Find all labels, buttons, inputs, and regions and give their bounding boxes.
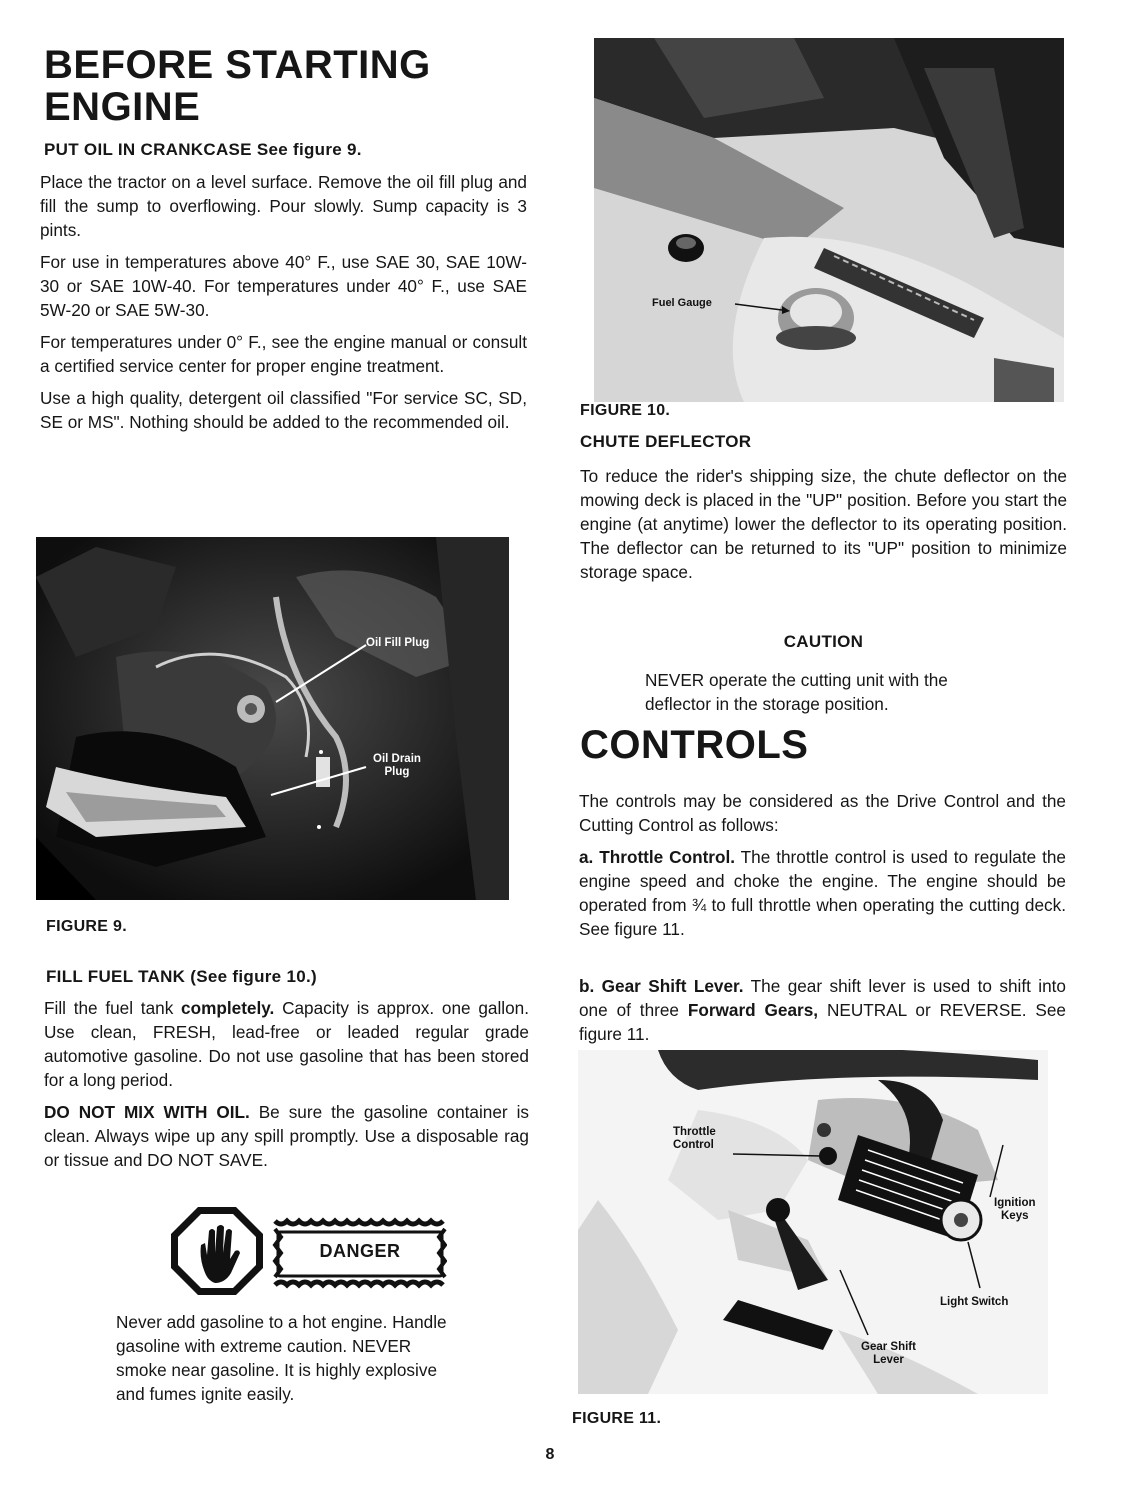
fuel-heading: FILL FUEL TANK (See figure 10.) [46, 967, 317, 986]
figure-11-photo [578, 1050, 1048, 1394]
danger-text: Never add gasoline to a hot engine. Handle gasoline with extreme caution. NEVER smoke near gasoline. It is highly explosive and fumes ignite easily. [116, 1312, 447, 1404]
oil-paragraph-2: For use in temperatures above 40° F., use SAE 30, SAE 10W-30 or SAE 10W-40. For temperatures under 40° F., use SAE 5W-20 or SAE 5W-30. [40, 252, 527, 320]
callout-gear-shift-lever [861, 1341, 916, 1367]
controls-photo-illustration [578, 1050, 1048, 1394]
controls-title: CONTROLS [580, 723, 809, 767]
callout-light-switch: Light Switch [940, 1296, 1009, 1308]
controls-intro: The controls may be considered as the Drive Control and the Cutting Control as follows: [579, 791, 1066, 835]
oil-heading: PUT OIL IN CRANKCASE See figure 9. [44, 140, 362, 159]
caution-text: NEVER operate the cutting unit with the deflector in the storage position. [645, 670, 948, 714]
danger-symbol [171, 1205, 447, 1297]
figure-9-label: FIGURE 9. [46, 918, 127, 935]
callout-ignition-keys [994, 1197, 1036, 1223]
figure-9-photo [36, 537, 509, 900]
oil-paragraph-3: For temperatures under 0° F., see the engine manual or consult a certified service center for proper engine treatment. [40, 332, 527, 376]
section-title-line2: ENGINE [44, 85, 201, 129]
callout-oil-drain-line2: Plug [384, 766, 410, 778]
callout-ignition-line1: Ignition [994, 1197, 1036, 1209]
callout-throttle-line2: Control [673, 1139, 714, 1151]
fuel-tank-photo-illustration [594, 38, 1064, 402]
gear-shift-text: b. Gear Shift Lever. The gear shift lever is used to shift into one of three Forward Gears, NEUTRAL or REVERSE. See figure 11. [579, 976, 1066, 1044]
section-title-line1: BEFORE STARTING [44, 43, 431, 87]
caution-heading: CAUTION [783, 632, 864, 651]
fuel-instructions [44, 996, 529, 1172]
callout-oil-drain-line1: Oil Drain [373, 753, 421, 765]
danger-label: DANGER [319, 1241, 401, 1261]
figure-10-label: FIGURE 10. [580, 402, 671, 419]
callout-throttle-control [673, 1126, 716, 1152]
callout-gear-line1: Gear Shift [861, 1341, 916, 1353]
fuel-paragraph-2: DO NOT MIX WITH OIL. Be sure the gasoline container is clean. Always wipe up any spill promptly. Use a disposable rag or tissue and DO NOT SAVE. [44, 1102, 529, 1170]
callout-throttle-line1: Throttle [673, 1126, 716, 1138]
throttle-control-text: a. Throttle Control. The throttle control is used to regulate the engine speed and choke the engine. The engine should be operated from ¾ to full throttle when operating the cutting deck. See figure 11. [579, 847, 1066, 939]
callout-oil-drain-plug [373, 753, 421, 779]
chute-deflector-heading: CHUTE DEFLECTOR [580, 432, 752, 451]
page-number: 8 [545, 1446, 555, 1463]
callout-fuel-gauge: Fuel Gauge [652, 297, 712, 309]
figure-10-photo [594, 38, 1064, 402]
engine-photo-illustration [36, 537, 509, 900]
fuel-paragraph-1: Fill the fuel tank completely. Capacity is approx. one gallon. Use clean, FRESH, lead-free or leaded regular grade automotive gasoline. Do not use gasoline that has been stored for a long period. [44, 998, 529, 1090]
callout-ignition-line2: Keys [1001, 1210, 1029, 1222]
callout-oil-fill-plug: Oil Fill Plug [366, 637, 430, 649]
oil-instructions [40, 170, 527, 434]
figure-11-label: FIGURE 11. [572, 1410, 662, 1427]
callout-gear-line2: Lever [873, 1354, 904, 1366]
chute-deflector-text: To reduce the rider's shipping size, the chute deflector on the mowing deck is placed in the "UP" position. Before you start the engine (at anytime) lower the deflector to its operating position. The deflector can be returned to its "UP" position to minimize storage space. [580, 466, 1067, 582]
oil-paragraph-1: Place the tractor on a level surface. Remove the oil fill plug and fill the sump to overflowing. Pour slowly. Sump capacity is 3 pints. [40, 172, 527, 240]
oil-paragraph-4: Use a high quality, detergent oil classified "For service SC, SD, SE or MS". Nothing should be added to the recommended oil. [40, 388, 527, 432]
